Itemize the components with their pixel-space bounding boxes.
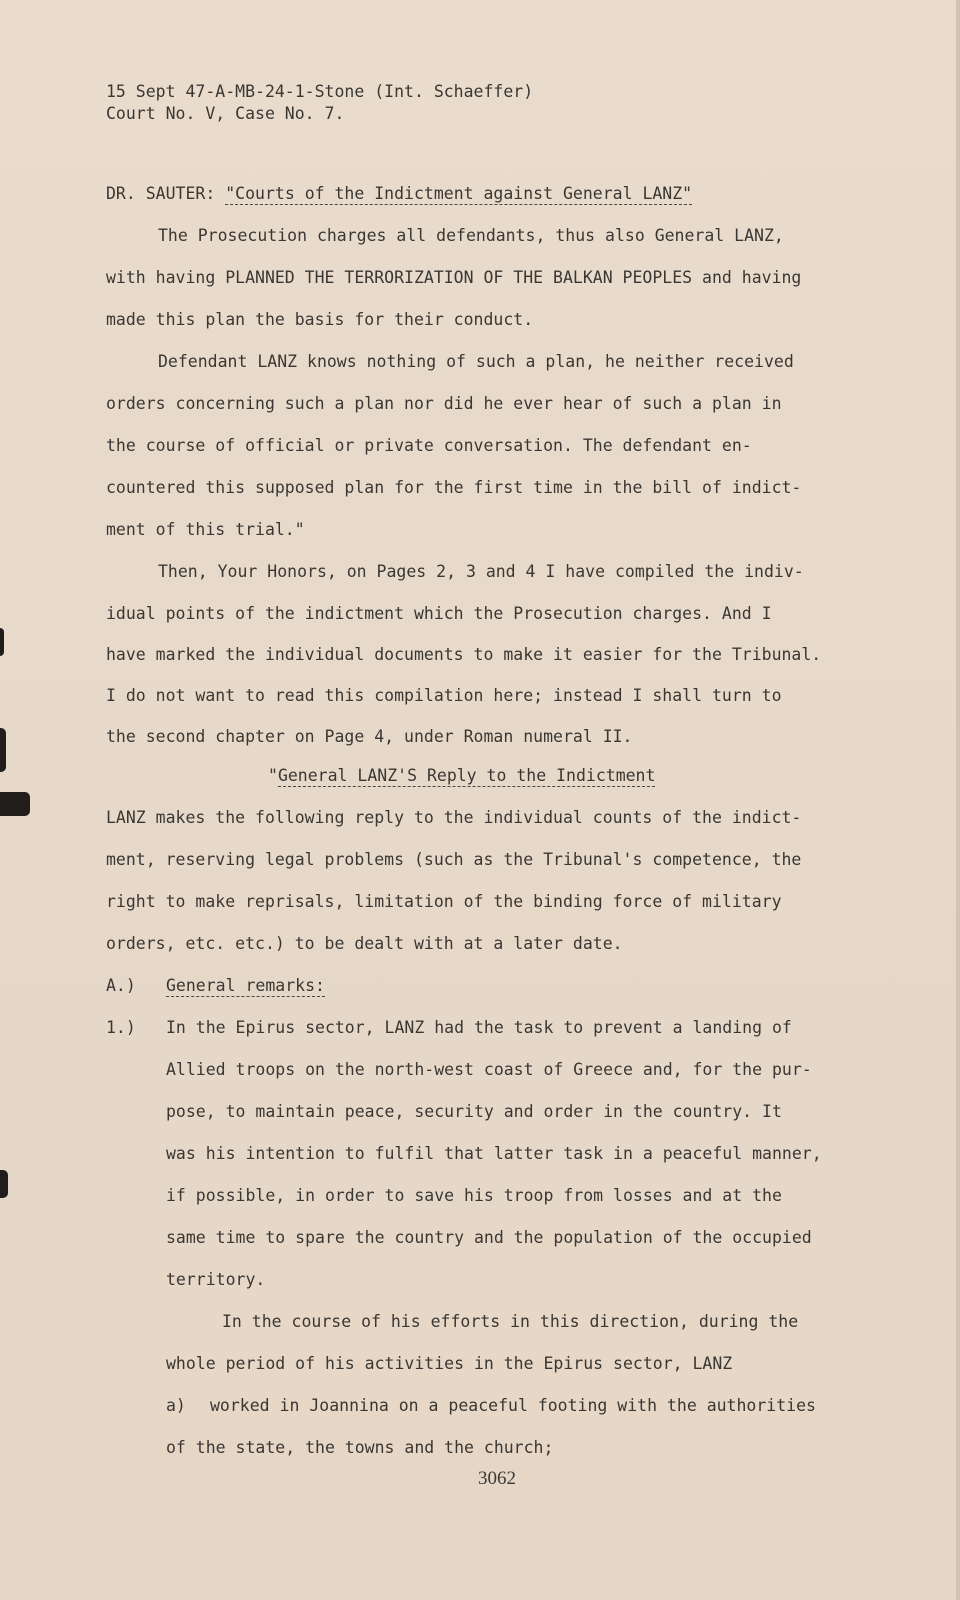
paragraph-line: the second chapter on Page 4, under Roman numeral II. — [106, 727, 633, 746]
item-label: a) — [166, 1396, 186, 1415]
paragraph-line: Defendant LANZ knows nothing of such a plan, he neither received — [158, 352, 794, 371]
paragraph-line: whole period of his activities in the Epirus sector, LANZ — [166, 1354, 733, 1373]
paragraph-line: orders concerning such a plan nor did he ever hear of such a plan in — [106, 394, 782, 413]
paper-edge — [956, 0, 960, 1600]
speaker-line — [106, 184, 692, 204]
paragraph-line: with having PLANNED THE TERRORIZATION OF THE BALKAN PEOPLES and having — [106, 268, 802, 287]
paragraph-line: ment of this trial." — [106, 520, 305, 539]
item-line: territory. — [166, 1270, 266, 1289]
subsection-title: General remarks: — [166, 976, 325, 995]
item-line: if possible, in order to save his troop from losses and at the — [166, 1186, 782, 1205]
section-heading-text: General LANZ'S Reply to the Indictment — [277, 766, 656, 785]
header-line-1: 15 Sept 47-A-MB-24-1-Stone (Int. Schaeffer) — [106, 82, 534, 101]
paragraph-line: The Prosecution charges all defendants, thus also General LANZ, — [158, 226, 784, 245]
section-heading-quote: " — [268, 766, 278, 785]
item-line: worked in Joannina on a peaceful footing with the authorities — [210, 1396, 816, 1415]
paragraph-line: Then, Your Honors, on Pages 2, 3 and 4 I have compiled the indiv- — [158, 562, 804, 581]
item-line: was his intention to fulfil that latter task in a peaceful manner, — [166, 1144, 822, 1163]
item-label: 1.) — [106, 1018, 136, 1037]
paragraph-line: I do not want to read this compilation here; instead I shall turn to — [106, 686, 782, 705]
paragraph-line: orders, etc. etc.) to be dealt with at a later date. — [106, 934, 623, 953]
paragraph-line: idual points of the indictment which the Prosecution charges. And I — [106, 604, 772, 623]
paragraph-line: ment, reserving legal problems (such as the Tribunal's competence, the — [106, 850, 802, 869]
margin-mark — [0, 728, 6, 772]
speaker-name: DR. SAUTER: — [106, 184, 226, 203]
paragraph-line: LANZ makes the following reply to the individual counts of the indict- — [106, 808, 802, 827]
paragraph-line: made this plan the basis for their conduct. — [106, 310, 534, 329]
item-line: same time to spare the country and the population of the occupied — [166, 1228, 812, 1247]
speaker-title: "Courts of the Indictment against General LANZ" — [225, 184, 693, 203]
item-line: of the state, the towns and the church; — [166, 1438, 554, 1457]
item-line: pose, to maintain peace, security and order in the country. It — [166, 1102, 782, 1121]
section-heading — [268, 766, 655, 786]
margin-mark — [0, 792, 30, 816]
paragraph-line: right to make reprisals, limitation of the binding force of military — [106, 892, 782, 911]
item-line: Allied troops on the north-west coast of Greece and, for the pur- — [166, 1060, 812, 1079]
subsection-label: A.) — [106, 976, 136, 995]
item-line: In the Epirus sector, LANZ had the task to prevent a landing of — [166, 1018, 792, 1037]
paragraph-line: countered this supposed plan for the first time in the bill of indict- — [106, 478, 802, 497]
paragraph-line: have marked the individual documents to make it easier for the Tribunal. — [106, 645, 822, 664]
paragraph-line: In the course of his efforts in this direction, during the — [222, 1312, 799, 1331]
header-line-2: Court No. V, Case No. 7. — [106, 104, 345, 123]
paragraph-line: the course of official or private conversation. The defendant en- — [106, 436, 752, 455]
margin-mark — [0, 628, 4, 656]
page-number: 3062 — [478, 1468, 516, 1489]
margin-mark — [0, 1170, 8, 1198]
